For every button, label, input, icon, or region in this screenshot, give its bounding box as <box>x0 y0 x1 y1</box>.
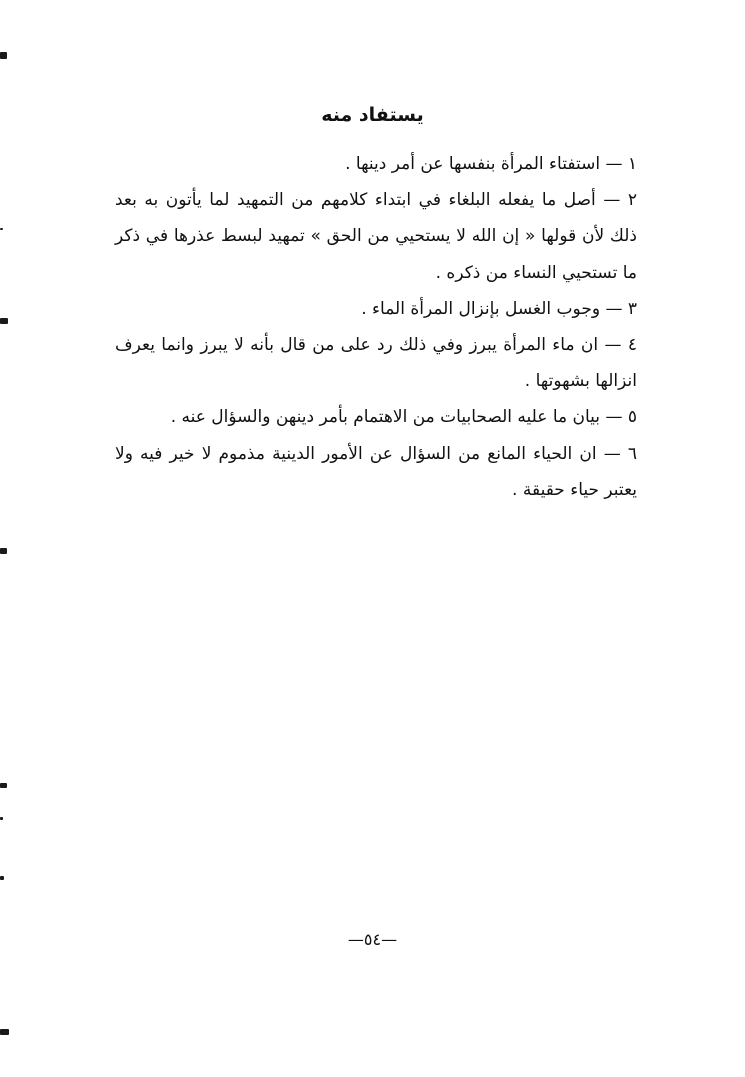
scan-mark <box>0 52 7 59</box>
item-number: ٢ <box>627 190 637 211</box>
item-text: بيان ما عليه الصحابيات من الاهتمام بأمر دينهن والسؤال عنه . <box>170 407 601 428</box>
item-dash: — <box>605 154 623 174</box>
list-item <box>115 399 637 435</box>
list-item <box>115 182 637 291</box>
scan-mark <box>0 876 4 880</box>
item-number: ٣ <box>627 298 637 319</box>
item-text: ان ماء المرأة يبرز وفي ذلك رد على من قال بأنه لا يبرز وانما يعرف انزالها بشهوتها . <box>115 335 637 392</box>
item-text: استفتاء المرأة بنفسها عن أمر دينها . <box>345 154 601 174</box>
item-dash: — <box>603 443 621 464</box>
list-item <box>115 327 637 399</box>
item-number: ٤ <box>627 335 637 356</box>
list-item <box>115 291 637 327</box>
scan-mark <box>0 1029 9 1035</box>
item-dash: — <box>604 335 622 356</box>
list-item <box>115 436 637 508</box>
scan-mark <box>0 318 8 324</box>
item-number: ١ <box>627 154 637 174</box>
item-text: ان الحياء المانع من السؤال عن الأمور الدينية مذموم لا خير فيه ولا يعتبر حياء حقيقة . <box>115 443 637 500</box>
list-item <box>115 146 637 182</box>
item-text: وجوب الغسل بإنزال المرأة الماء . <box>361 298 601 319</box>
scan-mark <box>0 548 7 554</box>
scan-mark <box>0 228 3 230</box>
item-dash: — <box>605 407 623 428</box>
section-heading: يستفاد منه <box>321 104 424 126</box>
item-dash: — <box>605 298 623 319</box>
scan-mark <box>0 783 7 788</box>
item-text: أصل ما يفعله البلغاء في ابتداء كلامهم من التمهيد لما يأتون به بعد ذلك لأن قولها « إن الله لا يستحيي من الحق » تمهيد لبسط عذرها في ذكر ما تستحيي النساء من ذكره . <box>115 190 637 283</box>
item-number: ٦ <box>627 443 638 464</box>
benefits-list <box>115 146 637 508</box>
item-number: ٥ <box>627 407 637 428</box>
page-number: —٥٤— <box>347 930 398 949</box>
scan-mark <box>0 817 3 820</box>
item-dash: — <box>603 190 621 211</box>
